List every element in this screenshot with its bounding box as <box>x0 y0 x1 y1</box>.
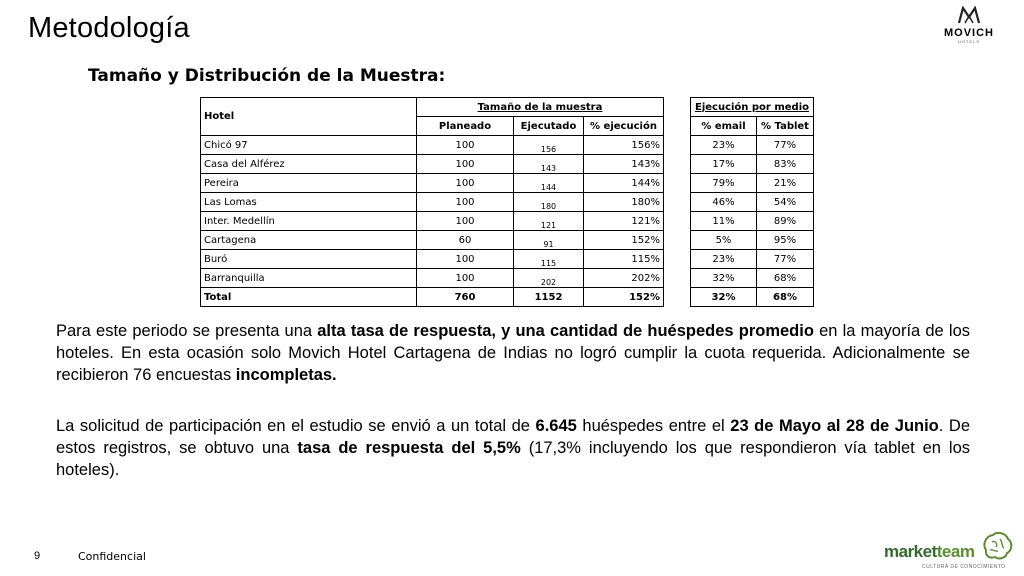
marketteam-wordmark <box>884 542 974 562</box>
brand-name: MOVICH <box>944 27 994 39</box>
table-row <box>201 174 664 193</box>
tablet-cell: 77% <box>757 250 814 269</box>
planned-cell: 100 <box>417 269 514 288</box>
sample-table <box>200 97 664 307</box>
executed-cell: 115 <box>514 250 584 269</box>
media-row <box>691 174 814 193</box>
executed-cell: 91 <box>514 231 584 250</box>
tablet-header: % Tablet <box>757 117 814 136</box>
paragraph-participation <box>56 415 970 481</box>
exec-pct-cell: 180% <box>584 193 664 212</box>
planned-cell: 100 <box>417 136 514 155</box>
movich-logo <box>940 6 998 48</box>
media-row <box>691 193 814 212</box>
tablet-cell: 77% <box>757 136 814 155</box>
tablet-cell: 54% <box>757 193 814 212</box>
planned-cell: 100 <box>417 212 514 231</box>
media-row <box>691 155 814 174</box>
hotel-cell: Inter. Medellín <box>201 212 417 231</box>
p2-text: (17,3% incluyendo los que respondieron vía tablet en los hoteles). <box>56 439 970 479</box>
table-row <box>201 250 664 269</box>
marketteam-tagline: CULTURA DE CONOCIMIENTO <box>922 564 1006 570</box>
exec-pct-header: % ejecución <box>584 117 664 136</box>
email-cell: 32% <box>691 269 757 288</box>
exec-pct-cell: 202% <box>584 269 664 288</box>
executed-cell: 143 <box>514 155 584 174</box>
planned-cell: 100 <box>417 155 514 174</box>
paragraph-response-rate <box>56 320 970 386</box>
exec-pct-cell: 156% <box>584 136 664 155</box>
email-cell: 23% <box>691 136 757 155</box>
p2-bold: 6.645 <box>535 417 577 435</box>
p1-text: en la mayoría de los hoteles. En esta ocasión solo Movich Hotel Cartagena de Indias no logró cumplir la cuota requerida. Adicionalmente se recibieron 76 encuestas <box>56 322 970 384</box>
email-cell: 79% <box>691 174 757 193</box>
media-table <box>690 97 814 307</box>
tablet-cell: 68% <box>757 288 814 307</box>
slide-title: Metodología <box>28 12 190 44</box>
table-row <box>201 193 664 212</box>
confidential-label: Confidencial <box>78 550 146 563</box>
email-cell: 32% <box>691 288 757 307</box>
executed-cell: 1152 <box>514 288 584 307</box>
email-header: % email <box>691 117 757 136</box>
hotel-cell: Casa del Alférez <box>201 155 417 174</box>
hotel-cell: Chicó 97 <box>201 136 417 155</box>
exec-pct-cell: 121% <box>584 212 664 231</box>
executed-cell: 121 <box>514 212 584 231</box>
p2-text: huéspedes entre el <box>576 417 731 435</box>
hotel-header: Hotel <box>201 98 417 136</box>
p1-bold: incompletas. <box>235 366 337 384</box>
hotel-cell: Pereira <box>201 174 417 193</box>
p2-text: . De estos registros, se obtuvo una <box>56 417 970 457</box>
media-row <box>691 269 814 288</box>
planned-cell: 760 <box>417 288 514 307</box>
executed-cell: 180 <box>514 193 584 212</box>
movich-m-icon <box>957 6 981 24</box>
media-group-header: Ejecución por medio <box>691 98 814 117</box>
p2-bold: 23 de Mayo al 28 de Junio <box>730 417 939 435</box>
p2-bold: tasa de respuesta del 5,5% <box>297 439 521 457</box>
table-row <box>201 231 664 250</box>
p1-bold: alta tasa de respuesta, y una cantidad de huéspedes promedio <box>317 322 814 340</box>
planned-cell: 100 <box>417 250 514 269</box>
section-subtitle: Tamaño y Distribución de la Muestra: <box>88 66 446 86</box>
email-cell: 46% <box>691 193 757 212</box>
p1-text: Para este periodo se presenta una <box>56 322 318 340</box>
hotel-cell: Barranquilla <box>201 269 417 288</box>
table-row <box>201 136 664 155</box>
media-row <box>691 231 814 250</box>
planned-cell: 100 <box>417 193 514 212</box>
executed-header: Ejecutado <box>514 117 584 136</box>
exec-pct-cell: 152% <box>584 231 664 250</box>
brand-sub: HOTELS <box>957 39 980 44</box>
media-total-row <box>691 288 814 307</box>
planned-cell: 100 <box>417 174 514 193</box>
executed-cell: 156 <box>514 136 584 155</box>
media-row <box>691 250 814 269</box>
page-number: 9 <box>34 550 41 562</box>
brand-part-a: market <box>884 542 937 561</box>
p2-text: La solicitud de participación en el estudio se envió a un total de <box>56 417 536 435</box>
exec-pct-cell: 152% <box>584 288 664 307</box>
table-row <box>201 212 664 231</box>
table-row <box>201 269 664 288</box>
executed-cell: 144 <box>514 174 584 193</box>
hotel-cell: Total <box>201 288 417 307</box>
hotel-cell: Cartagena <box>201 231 417 250</box>
tablet-cell: 83% <box>757 155 814 174</box>
table-row <box>201 155 664 174</box>
email-cell: 5% <box>691 231 757 250</box>
tablet-cell: 68% <box>757 269 814 288</box>
hotel-cell: Buró <box>201 250 417 269</box>
total-row <box>201 288 664 307</box>
email-cell: 17% <box>691 155 757 174</box>
tablet-cell: 95% <box>757 231 814 250</box>
tablet-cell: 89% <box>757 212 814 231</box>
sample-group-header: Tamaño de la muestra <box>417 98 664 117</box>
marketteam-logo <box>884 528 1014 574</box>
exec-pct-cell: 115% <box>584 250 664 269</box>
media-row <box>691 136 814 155</box>
tablet-cell: 21% <box>757 174 814 193</box>
exec-pct-cell: 144% <box>584 174 664 193</box>
hotel-cell: Las Lomas <box>201 193 417 212</box>
exec-pct-cell: 143% <box>584 155 664 174</box>
executed-cell: 202 <box>514 269 584 288</box>
email-cell: 11% <box>691 212 757 231</box>
brand-part-b: team <box>936 542 975 561</box>
planned-cell: 60 <box>417 231 514 250</box>
media-row <box>691 212 814 231</box>
planned-header: Planeado <box>417 117 514 136</box>
brain-icon <box>980 530 1014 564</box>
email-cell: 23% <box>691 250 757 269</box>
